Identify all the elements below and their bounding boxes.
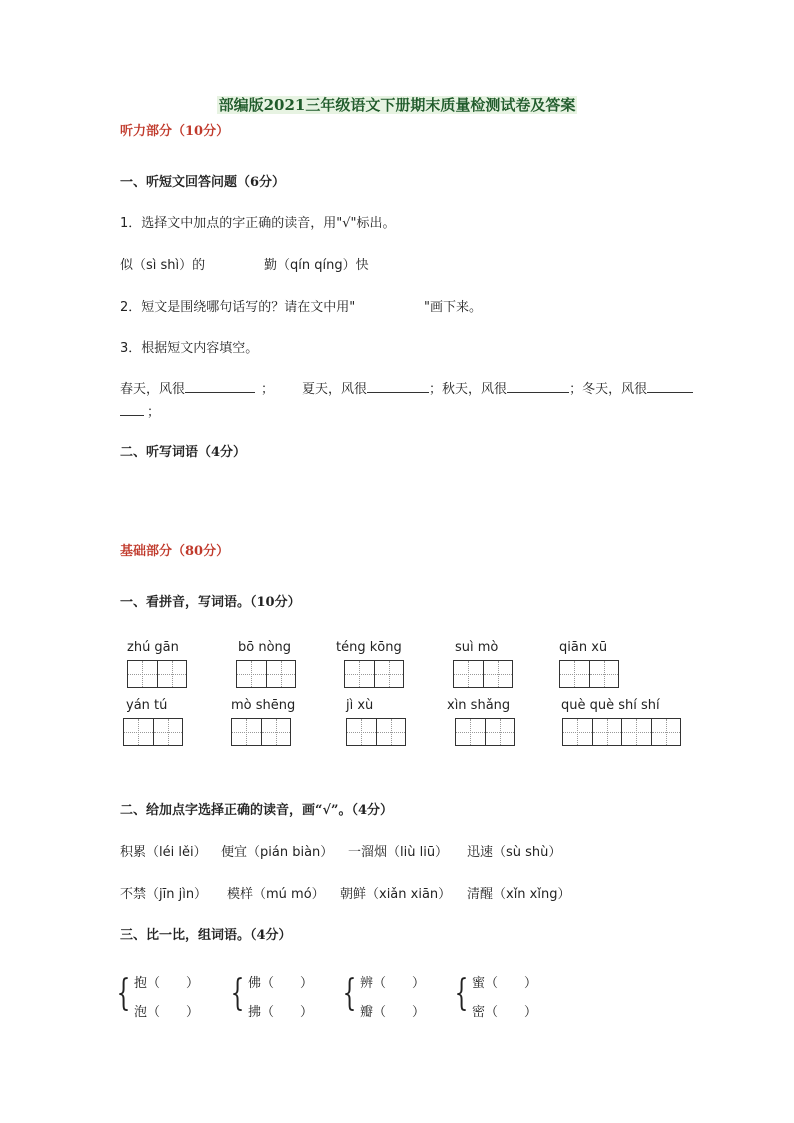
writing-grid[interactable] <box>559 660 619 688</box>
compare-word[interactable]: 密（ ） <box>472 1005 538 1020</box>
listening-q1-item3: 3．根据短文内容填空。 <box>120 341 259 356</box>
pinyin-label: què què shí shí <box>561 698 660 713</box>
pinyin-label: yán tú <box>126 698 168 713</box>
listening-q1-heading: 一、听短文回答问题（6分） <box>120 175 286 190</box>
autumn-blank[interactable] <box>507 380 569 393</box>
basic-q1-heading: 一、看拼音，写词语。（10分） <box>120 595 301 610</box>
writing-grid[interactable] <box>123 718 183 746</box>
reading-choice[interactable]: 便宜（pián biàn） <box>221 845 334 860</box>
winter-blank-cont[interactable] <box>120 403 144 416</box>
brace-icon: { <box>454 973 469 1014</box>
page-title-text: 部编版2021三年级语文下册期末质量检测试卷及答案 <box>218 96 576 114</box>
summer-label: 夏天，风很 <box>302 382 368 397</box>
pinyin-label: xìn shǎng <box>447 698 511 713</box>
pinyin-label: suì mò <box>455 640 499 655</box>
compare-word[interactable]: 佛（ ） <box>248 976 314 991</box>
basic-heading: 基础部分（80分） <box>120 544 230 559</box>
reading-choice[interactable]: 朝鲜（xiǎn xiān） <box>340 887 452 902</box>
spring-label: 春天，风很 <box>120 382 186 397</box>
winter-blank[interactable] <box>647 380 693 393</box>
semicolon-1: ； <box>261 382 275 397</box>
pinyin-label: zhú gān <box>127 640 179 655</box>
pinyin-label: qiān xū <box>559 640 608 655</box>
writing-grid[interactable] <box>344 660 404 688</box>
compare-word[interactable]: 泡（ ） <box>134 1005 200 1020</box>
listening-q1-item2-a: 2．短文是围绕哪句话写的？请在文中用" <box>120 300 356 315</box>
compare-word[interactable]: 抱（ ） <box>134 976 200 991</box>
reading-choice[interactable]: 不禁（jīn jìn） <box>120 887 208 902</box>
pinyin-label: mò shēng <box>231 698 296 713</box>
end-semicolon: ； <box>147 405 161 420</box>
fill-line-1 <box>120 378 693 397</box>
page-title <box>0 94 794 115</box>
compare-word[interactable]: 瓣（ ） <box>360 1005 426 1020</box>
writing-grid[interactable] <box>562 718 681 746</box>
basic-q3-heading: 三、比一比，组词语。（4分） <box>120 928 292 943</box>
fill-line-2 <box>120 401 160 420</box>
reading-choice[interactable]: 模样（mú mó） <box>227 887 325 902</box>
listening-q2-heading: 二、听写词语（4分） <box>120 445 247 460</box>
writing-grid[interactable] <box>236 660 296 688</box>
reading-choice[interactable]: 一溜烟（liù liū） <box>348 845 449 860</box>
writing-grid[interactable] <box>127 660 187 688</box>
spring-blank[interactable] <box>185 380 255 393</box>
summer-blank[interactable] <box>367 380 429 393</box>
brace-icon: { <box>116 973 131 1014</box>
listening-q1-item1-b: 勤（qín qíng）快 <box>264 258 369 273</box>
listening-q1-item2-b: "画下来。 <box>424 300 482 315</box>
listening-q1-item1: 1．选择文中加点的字正确的读音，用"√"标出。 <box>120 216 396 231</box>
listening-heading: 听力部分（10分） <box>120 124 230 139</box>
reading-choice[interactable]: 清醒（xǐn xǐng） <box>467 887 571 902</box>
brace-icon: { <box>342 973 357 1014</box>
compare-word[interactable]: 蜜（ ） <box>472 976 538 991</box>
writing-grid[interactable] <box>231 718 291 746</box>
compare-word[interactable]: 拂（ ） <box>248 1005 314 1020</box>
winter-label: ；冬天，风很 <box>569 382 648 397</box>
pinyin-label: jì xù <box>346 698 374 713</box>
reading-choice[interactable]: 积累（léi lěi） <box>120 845 207 860</box>
autumn-label: ；秋天，风很 <box>429 382 508 397</box>
writing-grid[interactable] <box>346 718 406 746</box>
brace-icon: { <box>230 973 245 1014</box>
writing-grid[interactable] <box>453 660 513 688</box>
reading-choice[interactable]: 迅速（sù shù） <box>467 845 562 860</box>
writing-grid[interactable] <box>455 718 515 746</box>
pinyin-label: téng kōng <box>336 640 402 655</box>
listening-q1-item1-a: 似（sì shì）的 <box>120 258 206 273</box>
compare-word[interactable]: 辨（ ） <box>360 976 426 991</box>
pinyin-label: bō nòng <box>238 640 292 655</box>
basic-q2-heading: 二、给加点字选择正确的读音，画“√”。（4分） <box>120 803 394 818</box>
